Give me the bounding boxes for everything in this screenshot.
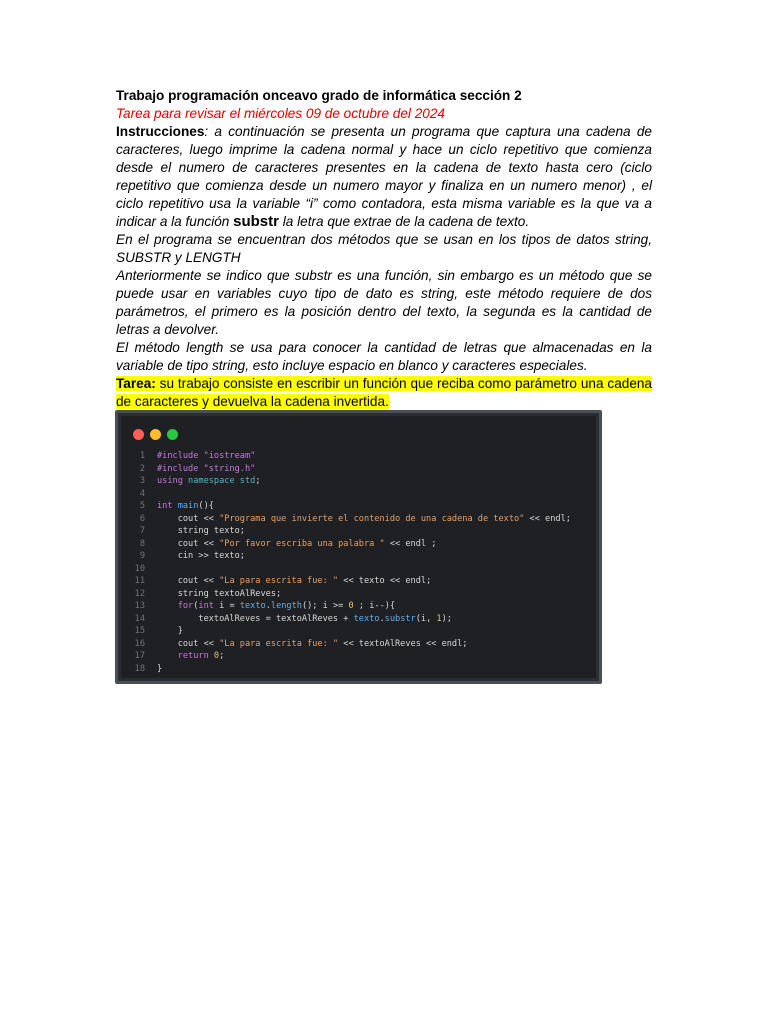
document-body	[116, 87, 652, 411]
code-token: "La para escrita fue: "	[219, 638, 339, 649]
code-line	[127, 463, 597, 476]
line-number: 12	[134, 588, 145, 599]
code-text	[157, 663, 162, 676]
code-token: );	[441, 613, 452, 624]
code-screenshot	[115, 410, 602, 684]
code-line	[127, 575, 597, 588]
code-line	[127, 525, 597, 538]
code-token: cin >> texto;	[157, 551, 245, 561]
line-number: 1	[139, 451, 145, 461]
code-line	[127, 613, 597, 626]
code-text	[157, 625, 183, 638]
code-token: (); i >=	[301, 601, 349, 611]
code-token: << endl ;	[384, 538, 437, 549]
methods-paragraph: En el programa se encuentran dos métodos que se usan en los tipos de datos string, SUBSTR y LENGTH	[116, 232, 652, 265]
task-text: su trabajo consiste en escribir un función que reciba como parámetro una cadena de caracteres y devuelva la cadena invertida.	[116, 376, 652, 409]
code-token: namespace	[188, 476, 240, 486]
code-token: 1	[436, 613, 442, 624]
code-token	[157, 651, 178, 661]
line-number: 13	[134, 601, 145, 611]
code-token: ;	[255, 476, 261, 486]
line-number: 3	[139, 476, 145, 486]
substr-paragraph: Anteriormente se indico que substr es una función, sin embargo es un método que se puede usar en variables cuyo tipo de dato es string, este método requiere de dos parámetros, el primero es la posición dentro del texto, la segunda es la cantidad de letras a devolver.	[116, 268, 652, 337]
line-number: 14	[134, 613, 145, 624]
line-number: 10	[134, 563, 145, 574]
code-token: cout <<	[157, 513, 220, 524]
code-token: ;	[219, 651, 225, 661]
code-line	[127, 475, 597, 488]
code-token: i =	[213, 601, 240, 611]
code-token: cout <<	[157, 576, 220, 586]
code-line	[127, 500, 597, 513]
code-text	[157, 475, 261, 488]
code-line	[127, 488, 597, 501]
code-token: "Por favor escriba una palabra "	[219, 538, 385, 549]
code-token: std	[239, 476, 256, 486]
window-controls	[133, 429, 178, 440]
code-token: int	[157, 501, 178, 511]
code-token: main	[177, 501, 199, 511]
due-date: Tarea para revisar el miércoles 09 de octubre del 2024	[116, 106, 445, 121]
task-paragraph	[116, 375, 652, 411]
code-text	[157, 613, 452, 626]
code-line	[127, 513, 597, 526]
code-text	[157, 575, 431, 588]
code-text	[157, 538, 436, 551]
code-line	[127, 600, 597, 613]
line-number: 7	[139, 526, 145, 536]
line-number: 2	[139, 463, 145, 474]
code-text	[157, 525, 245, 538]
code-token: .	[379, 613, 385, 624]
task-highlight	[116, 376, 652, 409]
code-line	[127, 638, 597, 651]
code-text	[157, 550, 245, 563]
code-token: texto	[239, 601, 266, 611]
code-token: string textoAlReves;	[157, 588, 282, 599]
line-number: 9	[139, 551, 145, 561]
code-line	[127, 588, 597, 601]
code-text	[157, 600, 395, 613]
line-number: 4	[139, 488, 145, 499]
code-line	[127, 663, 597, 676]
close-dot-icon	[133, 429, 144, 440]
code-token: 0	[348, 601, 354, 611]
code-token: length	[270, 601, 302, 611]
document-title: Trabajo programación onceavo grado de informática sección 2	[116, 88, 522, 103]
line-number: 18	[134, 663, 145, 674]
code-line	[127, 538, 597, 551]
code-token: << textoAlReves << endl;	[338, 638, 468, 649]
code-token: }	[157, 663, 163, 674]
code-token: }	[157, 626, 183, 636]
code-text	[157, 638, 467, 651]
instructions-label: Instrucciones	[116, 124, 205, 139]
code-window-body	[121, 416, 596, 678]
code-line	[127, 625, 597, 638]
code-token: (	[193, 601, 199, 611]
code-text	[157, 450, 255, 463]
code-token: int	[198, 601, 214, 611]
code-token: "La para escrita fue: "	[219, 576, 339, 586]
code-text	[157, 588, 281, 601]
code-token: return	[177, 651, 214, 661]
code-text	[157, 650, 224, 663]
code-token: .	[265, 601, 271, 611]
code-line	[127, 650, 597, 663]
code-token: "Programa que invierte el contenido de una cadena de texto"	[219, 513, 525, 524]
code-token: using	[157, 476, 189, 486]
code-token: ; i--){	[353, 601, 396, 611]
code-token: texto	[353, 613, 380, 624]
minimize-dot-icon	[150, 429, 161, 440]
code-token: #include "string.h"	[157, 463, 256, 474]
line-number: 5	[139, 501, 145, 511]
code-token: substr	[384, 613, 416, 624]
code-token: cout <<	[157, 638, 220, 649]
code-token: (){	[198, 501, 214, 511]
code-token: << endl;	[524, 513, 571, 524]
code-token: cout <<	[157, 538, 220, 549]
line-number: 16	[134, 638, 145, 649]
line-number: 17	[134, 651, 145, 661]
code-token: textoAlReves = textoAlReves +	[157, 613, 354, 624]
length-paragraph: El método length se usa para conocer la cantidad de letras que almacenadas en la variable de tipo string, esto incluye espacio en blanco y caracteres especiales.	[116, 340, 652, 373]
line-number: 15	[134, 626, 145, 636]
code-token	[157, 601, 178, 611]
code-line	[127, 550, 597, 563]
line-number: 11	[134, 576, 145, 586]
code-token: for	[177, 601, 194, 611]
instructions-text-2: la letra que extrae de la cadena de texto.	[278, 214, 530, 229]
code-token: string texto;	[157, 526, 245, 536]
task-label: Tarea:	[116, 376, 156, 391]
code-line	[127, 563, 597, 576]
line-number: 8	[139, 538, 145, 549]
code-token: (i,	[415, 613, 437, 624]
code-line	[127, 450, 597, 463]
code-block	[127, 450, 597, 675]
instructions-paragraph	[116, 123, 652, 231]
maximize-dot-icon	[167, 429, 178, 440]
code-token: #include "iostream"	[157, 451, 256, 461]
code-text	[157, 463, 255, 476]
code-text	[157, 500, 214, 513]
line-number: 6	[139, 513, 145, 524]
substr-keyword: substr	[233, 213, 279, 230]
code-text	[157, 513, 571, 526]
code-token: << texto << endl;	[338, 576, 432, 586]
instructions-text-1: : a continuación se presenta un programa que captura una cadena de caracteres, luego imprime la cadena normal y hace un ciclo repetitivo que comienza desde el numero de caracteres presentes en la cadena de texto hasta cero (ciclo repetitivo que comienza desde un numero mayor y finaliza en un numero menor) , el ciclo repetitivo usa la variable “i” como contadora, esta misma variable es la que va a indicar a la función	[116, 124, 652, 229]
code-token: 0	[213, 651, 220, 661]
